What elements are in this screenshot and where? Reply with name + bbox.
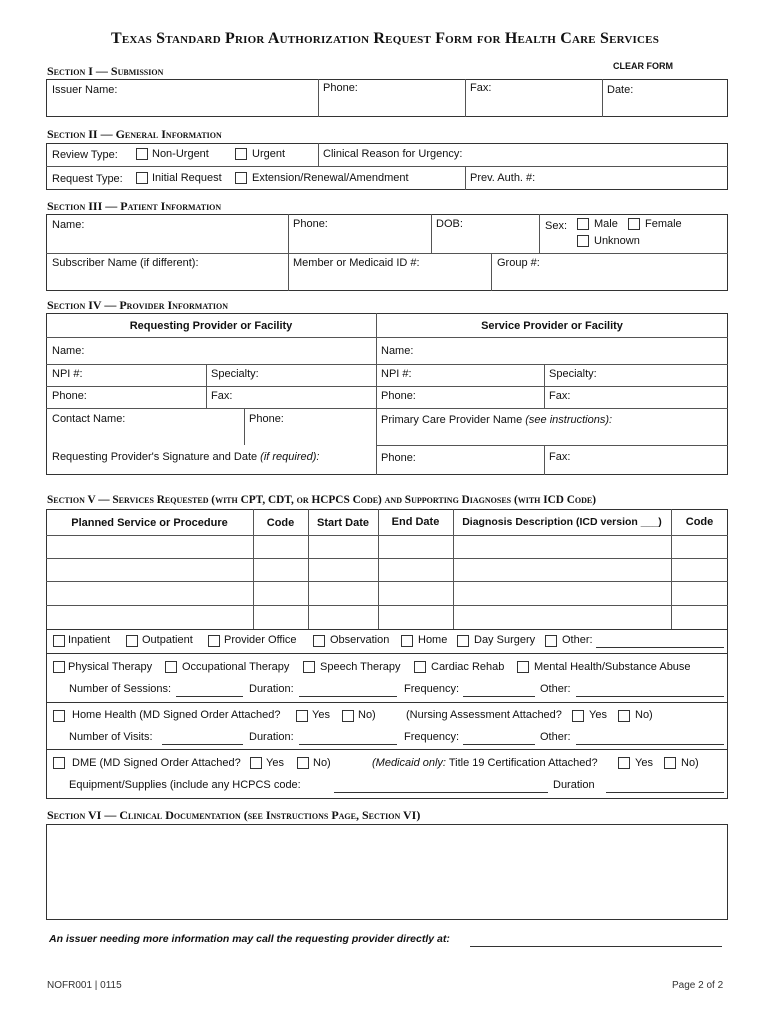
service-name-field[interactable]: Name:	[381, 345, 414, 357]
title19-text: Title 19 Certification Attached?	[445, 757, 598, 769]
mental-health-label: Mental Health/Substance Abuse	[534, 661, 691, 673]
t19-no-checkbox[interactable]	[664, 757, 676, 769]
observation-label: Observation	[330, 634, 390, 646]
speech-therapy-label: Speech Therapy	[320, 661, 401, 673]
form-code: NOFR001 | 0115	[47, 980, 122, 991]
requesting-provider-header: Requesting Provider or Facility	[129, 320, 293, 332]
nursing-yes-checkbox[interactable]	[572, 710, 584, 722]
col-start-date: Start Date	[317, 517, 369, 529]
sessions-input[interactable]	[176, 696, 243, 697]
nursing-yes-label: Yes	[589, 709, 607, 721]
other-input[interactable]	[576, 696, 724, 697]
home-checkbox[interactable]	[401, 635, 413, 647]
hh-frequency-label: Frequency:	[404, 731, 460, 743]
occupational-therapy-label: Occupational Therapy	[182, 661, 290, 673]
issuer-phone-field[interactable]: Phone:	[323, 82, 358, 94]
provider-office-label: Provider Office	[224, 634, 297, 646]
initial-request-checkbox[interactable]	[136, 172, 148, 184]
nursing-label: (Nursing Assessment Attached?	[406, 709, 562, 721]
outpatient-checkbox[interactable]	[126, 635, 138, 647]
female-label: Female	[645, 218, 682, 230]
patient-name-field[interactable]: Name:	[52, 219, 85, 231]
hh-other-input[interactable]	[576, 744, 724, 745]
inpatient-checkbox[interactable]	[53, 635, 65, 647]
frequency-input[interactable]	[463, 696, 535, 697]
male-checkbox[interactable]	[577, 218, 589, 230]
service-phone-field[interactable]: Phone:	[381, 390, 416, 402]
pcp-fax-field[interactable]: Fax:	[549, 451, 571, 463]
non-urgent-checkbox[interactable]	[136, 148, 148, 160]
group-field[interactable]: Group #:	[497, 257, 540, 269]
section-6-heading: Section VI — Clinical Documentation (see Instructions Page, Section VI)	[47, 808, 421, 822]
clinical-reason-field[interactable]: Clinical Reason for Urgency:	[323, 148, 463, 160]
col-code: Code	[266, 517, 295, 529]
dme-no-checkbox[interactable]	[297, 757, 309, 769]
equipment-input[interactable]	[334, 792, 548, 793]
section-2-heading: Section II — General Information	[47, 127, 222, 141]
col-planned-service: Planned Service or Procedure	[71, 517, 228, 529]
sex-label: Sex:	[545, 220, 568, 232]
home-health-checkbox[interactable]	[53, 710, 65, 722]
duration-label: Duration:	[249, 683, 294, 695]
issuer-fax-field[interactable]: Fax:	[470, 82, 492, 94]
t19-yes-checkbox[interactable]	[618, 757, 630, 769]
visits-input[interactable]	[162, 744, 243, 745]
cardiac-rehab-label: Cardiac Rehab	[431, 661, 505, 673]
dob-field[interactable]: DOB:	[436, 218, 463, 230]
patient-phone-field[interactable]: Phone:	[293, 218, 328, 230]
occupational-therapy-checkbox[interactable]	[165, 661, 177, 673]
dme-yes-label: Yes	[266, 757, 284, 769]
provider-office-checkbox[interactable]	[208, 635, 220, 647]
physical-therapy-checkbox[interactable]	[53, 661, 65, 673]
date-field[interactable]: Date:	[607, 84, 634, 96]
inpatient-label: Inpatient	[68, 634, 111, 646]
service-provider-header: Service Provider or Facility	[481, 320, 623, 332]
member-id-field[interactable]: Member or Medicaid ID #:	[293, 257, 420, 269]
signature-field[interactable]	[52, 451, 319, 463]
pcp-note: (see instructions):	[525, 414, 613, 426]
issuer-note: An issuer needing more information may call the requesting provider directly at:	[49, 933, 450, 945]
hh-other-label: Other:	[540, 731, 571, 743]
issuer-phone-input[interactable]	[470, 946, 722, 947]
issuer-name-field[interactable]: Issuer Name:	[52, 84, 118, 96]
physical-therapy-label: Physical Therapy	[68, 661, 153, 673]
speech-therapy-checkbox[interactable]	[303, 661, 315, 673]
hh-no-label: No)	[358, 709, 376, 721]
day-surgery-label: Day Surgery	[474, 634, 536, 646]
frequency-label: Frequency:	[404, 683, 460, 695]
dme-duration-label: Duration	[553, 779, 595, 791]
pcp-label: Primary Care Provider Name	[381, 414, 526, 426]
equipment-label: Equipment/Supplies (include any HCPCS code:	[69, 779, 301, 791]
outpatient-label: Outpatient	[142, 634, 193, 646]
page-number: Page 2 of 2	[672, 980, 724, 991]
review-type-label: Review Type:	[52, 149, 118, 161]
nursing-no-label: No)	[635, 709, 653, 721]
medicaid-cert-label	[372, 757, 598, 769]
dme-yes-checkbox[interactable]	[250, 757, 262, 769]
signature-label: Requesting Provider's Signature and Date	[52, 451, 261, 463]
initial-request-label: Initial Request	[152, 172, 222, 184]
section-4-heading: Section IV — Provider Information	[47, 298, 228, 312]
home-health-label: Home Health (MD Signed Order Attached?	[72, 709, 281, 721]
unknown-label: Unknown	[594, 235, 640, 247]
other-setting-input[interactable]	[596, 647, 724, 648]
dme-no-label: No)	[313, 757, 331, 769]
col-end-date: End Date	[391, 516, 440, 528]
female-checkbox[interactable]	[628, 218, 640, 230]
urgent-label: Urgent	[252, 148, 286, 160]
hh-frequency-input[interactable]	[463, 744, 535, 745]
contact-name-field[interactable]: Contact Name:	[52, 413, 126, 425]
hh-no-checkbox[interactable]	[342, 710, 354, 722]
requesting-specialty-field[interactable]: Specialty:	[211, 368, 259, 380]
section-3-heading: Section III — Patient Information	[47, 199, 222, 213]
medicaid-only-text: (Medicaid only:	[372, 757, 446, 769]
clear-form-button[interactable]: CLEAR FORM	[613, 61, 673, 71]
extension-label: Extension/Renewal/Amendment	[252, 172, 409, 184]
other-label: Other:	[540, 683, 571, 695]
contact-phone-field[interactable]: Phone:	[249, 413, 284, 425]
dme-checkbox[interactable]	[53, 757, 65, 769]
cardiac-rehab-checkbox[interactable]	[414, 661, 426, 673]
service-specialty-field[interactable]: Specialty:	[549, 368, 597, 380]
home-label: Home	[418, 634, 448, 646]
signature-note: (if required):	[260, 451, 320, 463]
dme-duration-input[interactable]	[606, 792, 724, 793]
requesting-name-field[interactable]: Name:	[52, 345, 85, 357]
col-diag-code: Code	[685, 516, 714, 528]
requesting-npi-field[interactable]: NPI #:	[52, 368, 83, 380]
requesting-fax-field[interactable]: Fax:	[211, 390, 233, 402]
clinical-documentation-box[interactable]	[46, 824, 728, 920]
extension-checkbox[interactable]	[235, 172, 247, 184]
requesting-phone-field[interactable]: Phone:	[52, 390, 87, 402]
hh-duration-input[interactable]	[299, 744, 397, 745]
other-setting-checkbox[interactable]	[545, 635, 557, 647]
pcp-name-field[interactable]	[381, 414, 612, 426]
form-title: Texas Standard Prior Authorization Request Form for Health Care Services	[110, 30, 660, 47]
t19-no-label: No)	[681, 757, 699, 769]
dme-label: DME (MD Signed Order Attached?	[72, 757, 241, 769]
mental-health-checkbox[interactable]	[517, 661, 529, 673]
service-npi-field[interactable]: NPI #:	[381, 368, 412, 380]
service-fax-field[interactable]: Fax:	[549, 390, 571, 402]
duration-input[interactable]	[299, 696, 397, 697]
nursing-no-checkbox[interactable]	[618, 710, 630, 722]
sessions-label: Number of Sessions:	[69, 683, 172, 695]
col-diagnosis: Diagnosis Description (ICD version ___)	[462, 516, 662, 528]
other-setting-label: Other:	[562, 634, 593, 646]
t19-yes-label: Yes	[635, 757, 653, 769]
observation-checkbox[interactable]	[313, 635, 325, 647]
visits-label: Number of Visits:	[69, 731, 153, 743]
section-5-heading: Section V — Services Requested (with CPT, CDT, or HCPCS Code) and Supporting Diagnoses (with ICD Code)	[47, 494, 597, 506]
subscriber-name-field[interactable]: Subscriber Name (if different):	[52, 257, 199, 269]
prev-auth-field[interactable]: Prev. Auth. #:	[470, 172, 536, 184]
request-type-label: Request Type:	[52, 173, 123, 185]
section-1-heading: Section I — Submission	[47, 64, 164, 78]
urgent-checkbox[interactable]	[235, 148, 247, 160]
hh-yes-label: Yes	[312, 709, 330, 721]
pcp-phone-field[interactable]: Phone:	[381, 452, 416, 464]
hh-duration-label: Duration:	[249, 731, 294, 743]
hh-yes-checkbox[interactable]	[296, 710, 308, 722]
day-surgery-checkbox[interactable]	[457, 635, 469, 647]
male-label: Male	[594, 218, 618, 230]
unknown-checkbox[interactable]	[577, 235, 589, 247]
non-urgent-label: Non-Urgent	[152, 148, 209, 160]
